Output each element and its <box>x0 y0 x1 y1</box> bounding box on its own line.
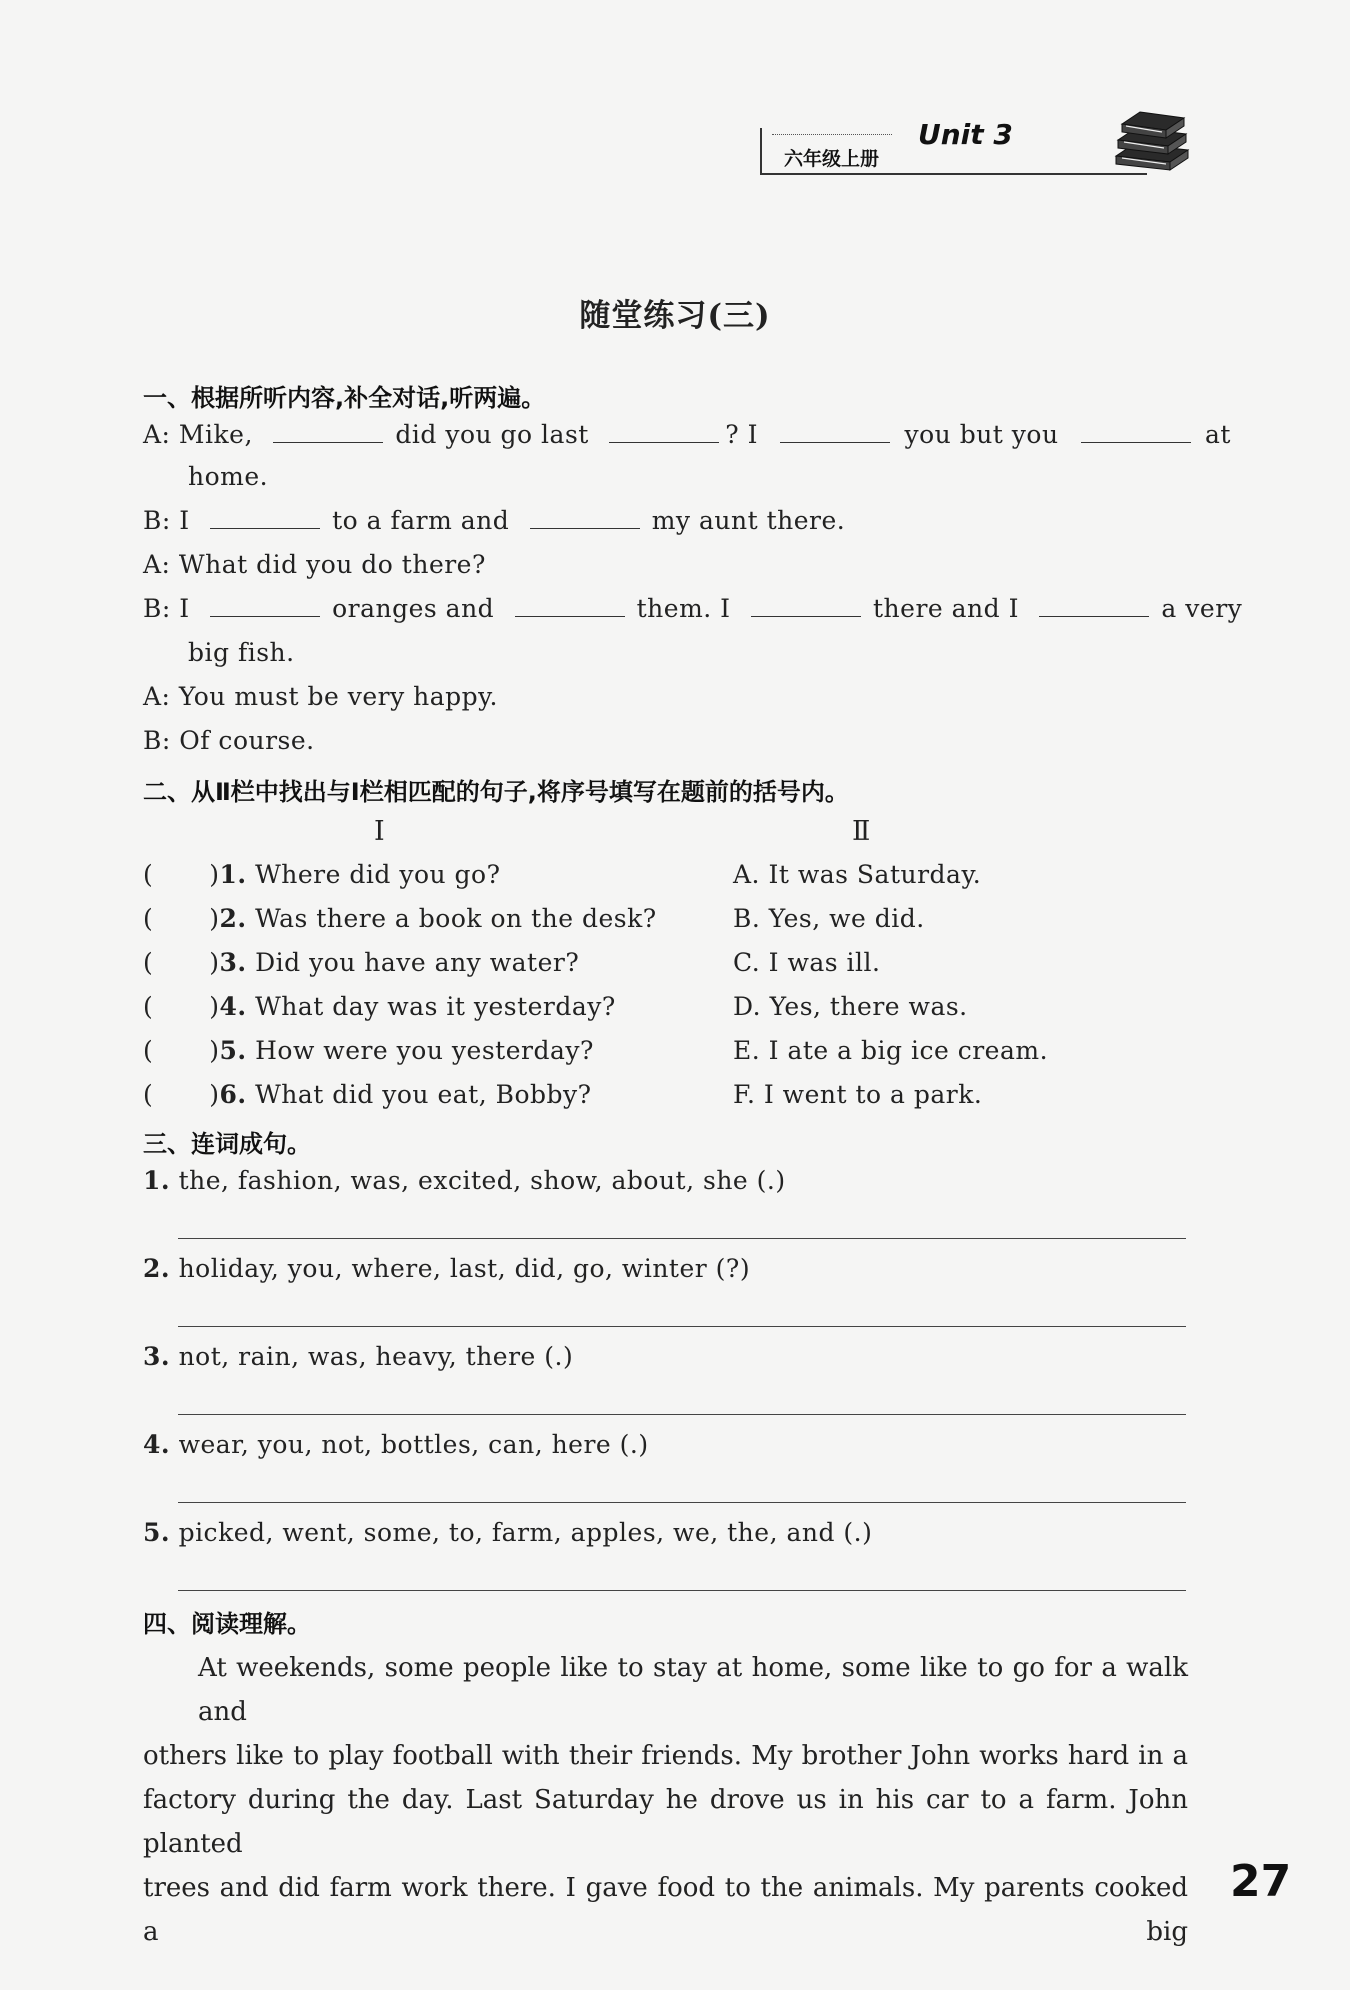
section1-heading: 一、根据所听内容,补全对话,听两遍。 <box>143 384 546 412</box>
section2-heading: 二、从Ⅱ栏中找出与Ⅰ栏相匹配的句子,将序号填写在题前的括号内。 <box>143 778 849 806</box>
reading-passage <box>143 1646 1188 1954</box>
answer-blank[interactable] <box>515 594 625 617</box>
column-1-heading: Ⅰ <box>374 816 385 847</box>
page-number: 27 <box>1230 1856 1292 1907</box>
section3-heading: 三、连词成句。 <box>143 1130 311 1158</box>
answer-blank[interactable] <box>530 506 640 529</box>
dialog-line-2: B: I to a farm and my aunt there. <box>143 506 846 535</box>
books-stack-icon <box>1108 104 1190 174</box>
answer-blank[interactable] <box>210 506 320 529</box>
answer-line[interactable] <box>178 1502 1186 1503</box>
answer-blank[interactable] <box>609 420 719 443</box>
answer-line[interactable] <box>178 1590 1186 1591</box>
word-order-item: 4. wear, you, not, bottles, can, here (.) <box>143 1430 649 1459</box>
passage-line: factory during the day. Last Saturday he drove us in his car to a farm. John planted <box>143 1785 1188 1859</box>
answer-blank[interactable] <box>1081 420 1191 443</box>
dialog-line-6: B: Of course. <box>143 726 315 755</box>
dialog-line-3: A: What did you do there? <box>143 550 486 579</box>
match-option: E. I ate a big ice cream. <box>733 1036 1049 1065</box>
answer-blank[interactable] <box>273 420 383 443</box>
match-option: D. Yes, there was. <box>733 992 968 1021</box>
match-row: ( )2. Was there a book on the desk? <box>143 904 657 933</box>
word-order-item: 3. not, rain, was, heavy, there (.) <box>143 1342 574 1371</box>
match-row: ( )3. Did you have any water? <box>143 948 580 977</box>
match-row: ( )5. How were you yesterday? <box>143 1036 594 1065</box>
word-order-item: 5. picked, went, some, to, farm, apples, we, the, and (.) <box>143 1518 873 1547</box>
match-option: B. Yes, we did. <box>733 904 925 933</box>
section4-heading: 四、阅读理解。 <box>143 1610 311 1638</box>
dialog-line-5: A: You must be very happy. <box>143 682 498 711</box>
column-2-heading: Ⅱ <box>852 816 871 847</box>
match-row: ( )6. What did you eat, Bobby? <box>143 1080 592 1109</box>
passage-line: trees and did farm work there. I gave food to the animals. My parents cooked a big <box>143 1873 1188 1947</box>
unit-label: Unit 3 <box>918 118 1013 151</box>
grade-label: 六年级上册 <box>784 148 880 170</box>
word-order-item: 2. holiday, you, where, last, did, go, winter (?) <box>143 1254 751 1283</box>
dialog-line-1: A: Mike, did you go last ? I you but you at <box>143 420 1231 449</box>
dialog-line-1-cont: home. <box>188 462 269 491</box>
page-title: 随堂练习(三) <box>579 298 771 334</box>
dialog-line-4-cont: big fish. <box>188 638 295 667</box>
header-dotted-rule <box>772 134 892 135</box>
dialog-line-4: B: I oranges and them. I there and I a very <box>143 594 1243 623</box>
match-option: C. I was ill. <box>733 948 881 977</box>
word-order-item: 1. the, fashion, was, excited, show, about, she (.) <box>143 1166 786 1195</box>
passage-line: At weekends, some people like to stay at home, some like to go for a walk and <box>198 1653 1188 1727</box>
answer-line[interactable] <box>178 1238 1186 1239</box>
match-row: ( )1. Where did you go? <box>143 860 501 889</box>
answer-blank[interactable] <box>210 594 320 617</box>
answer-line[interactable] <box>178 1414 1186 1415</box>
answer-line[interactable] <box>178 1326 1186 1327</box>
match-row: ( )4. What day was it yesterday? <box>143 992 616 1021</box>
passage-line: others like to play football with their friends. My brother John works hard in a <box>143 1741 1188 1771</box>
match-option: A. It was Saturday. <box>733 860 982 889</box>
match-option: F. I went to a park. <box>733 1080 983 1109</box>
answer-blank[interactable] <box>1039 594 1149 617</box>
answer-blank[interactable] <box>751 594 861 617</box>
answer-blank[interactable] <box>780 420 890 443</box>
